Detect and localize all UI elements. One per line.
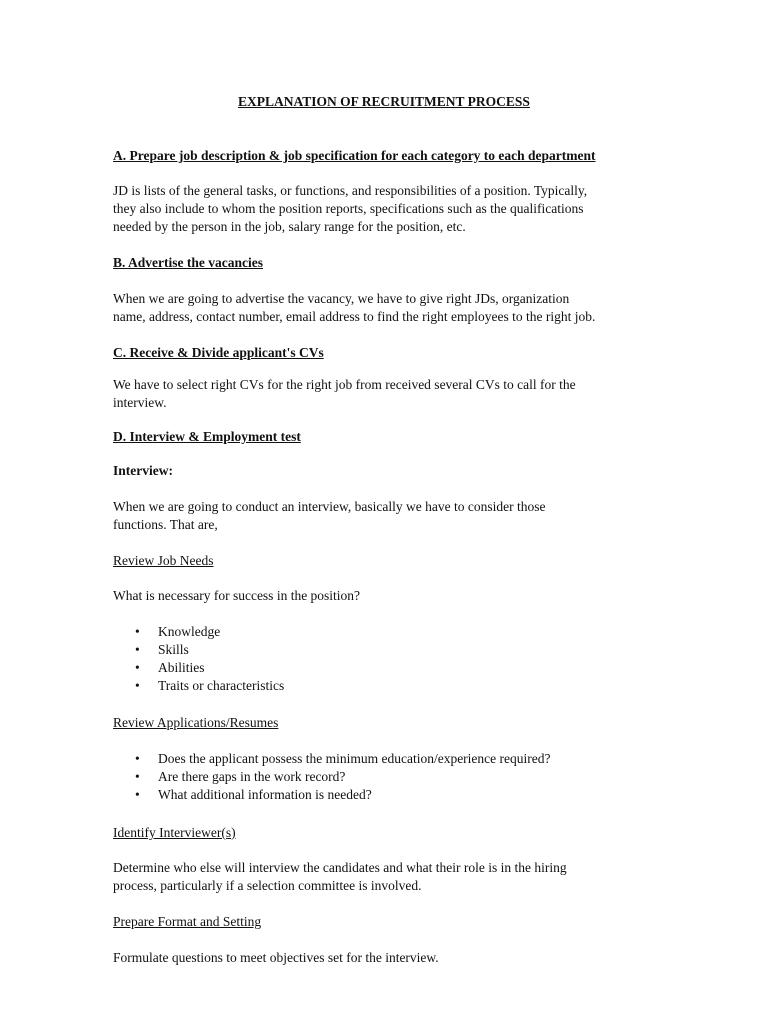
review-job-needs-question: What is necessary for success in the position?: [113, 588, 361, 603]
section-c-heading: C. Receive & Divide applicant's CVs: [113, 345, 324, 360]
list-item: • Does the applicant possess the minimum education/experience required?: [135, 751, 551, 766]
identify-interviewers-paragraph: [113, 859, 658, 895]
paragraph-line: When we are going to conduct an interview, basically we have to consider those: [113, 499, 546, 514]
paragraph-line: We have to select right CVs for the right job from received several CVs to call for the: [113, 377, 576, 392]
identify-interviewers-heading: Identify Interviewer(s): [113, 825, 236, 840]
prepare-format-paragraph: [113, 949, 658, 967]
paragraph-line: Determine who else will interview the candidates and what their role is in the hiring: [113, 860, 567, 875]
paragraph-line: needed by the person in the job, salary range for the position, etc.: [113, 219, 466, 234]
section-a-heading: A. Prepare job description & job specification for each category to each department: [113, 148, 596, 163]
section-b-paragraph: [113, 290, 658, 326]
paragraph-line: process, particularly if a selection committee is involved.: [113, 878, 422, 893]
paragraph-line: functions. That are,: [113, 517, 218, 532]
review-applications-heading: Review Applications/Resumes: [113, 715, 279, 730]
section-b-heading: B. Advertise the vacancies: [113, 255, 263, 270]
paragraph-line: interview.: [113, 395, 167, 410]
bullet-icon: •: [135, 787, 140, 802]
list-item: • What additional information is needed?: [135, 787, 372, 802]
list-item: • Are there gaps in the work record?: [135, 769, 346, 784]
bullet-icon: •: [135, 751, 140, 766]
bullet-icon: •: [135, 678, 140, 693]
interview-label: Interview:: [113, 463, 173, 478]
list-item: • Knowledge: [135, 624, 221, 639]
paragraph-line: they also include to whom the position reports, specifications such as the qualifications: [113, 201, 584, 216]
interview-intro-paragraph: [113, 498, 658, 534]
paragraph-line: name, address, contact number, email address to find the right employees to the right job.: [113, 309, 596, 324]
review-job-needs-heading: Review Job Needs: [113, 553, 214, 568]
section-c-paragraph: [113, 376, 658, 412]
bullet-icon: •: [135, 624, 140, 639]
list-item: • Skills: [135, 642, 189, 657]
bullet-icon: •: [135, 642, 140, 657]
list-item: • Traits or characteristics: [135, 678, 285, 693]
section-a-paragraph: [113, 182, 658, 236]
bullet-icon: •: [135, 769, 140, 784]
bullet-icon: •: [135, 660, 140, 675]
list-item: • Abilities: [135, 660, 205, 675]
job-needs-list: [113, 623, 658, 695]
paragraph-line: Formulate questions to meet objectives set for the interview.: [113, 950, 439, 965]
paragraph-line: JD is lists of the general tasks, or functions, and responsibilities of a position. Typically,: [113, 183, 588, 198]
document-title: EXPLANATION OF RECRUITMENT PROCESS: [238, 94, 530, 109]
prepare-format-heading: Prepare Format and Setting: [113, 914, 262, 929]
section-d-heading: D. Interview & Employment test: [113, 429, 301, 444]
applications-list: [113, 750, 658, 804]
paragraph-line: When we are going to advertise the vacancy, we have to give right JDs, organization: [113, 291, 570, 306]
